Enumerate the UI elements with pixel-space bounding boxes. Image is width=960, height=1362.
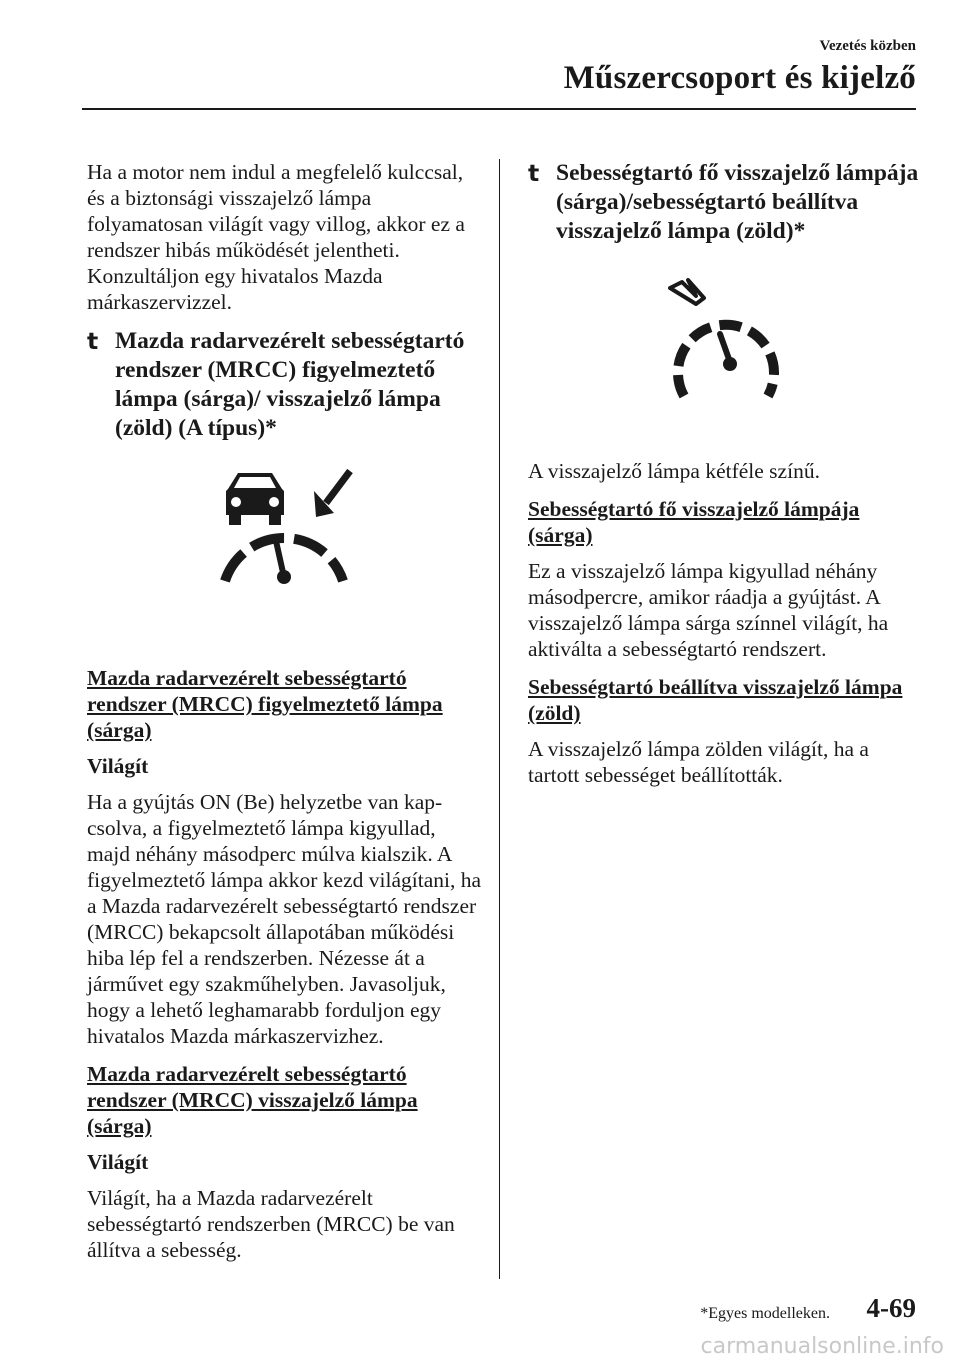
cruise-heading-text: Sebességtartó fő visszajelző lámpája (sárga)/sebességtartó beállítva visszajelző lámpa (zöld)* — [556, 160, 919, 244]
section-title: Vezetés közben — [819, 38, 916, 54]
cruise-indicator-icon — [666, 278, 786, 408]
mrcc-icon-box — [87, 455, 482, 665]
footnote: *Egyes modelleken. — [700, 1305, 830, 1322]
intro-paragraph: Ha a motor nem indul a megfelelő kulccsal, és a biztonsági visszajelző lámpa folyamatosan világít vagy villog, akkor ez a rendszer hibás működését jelentheti. Konzultáljon egy hivatalos Mazda márkaszervizzel. — [87, 160, 465, 314]
cruise-set-subheading: Sebességtartó beállítva visszajelző lámpa (zöld) — [528, 675, 903, 725]
header-divider — [82, 108, 916, 110]
cruise-set-text: A visszajelző lámpa zölden világít, ha a tartott sebességet beállították. — [528, 737, 869, 787]
cruise-main-subheading: Sebességtartó fő visszajelző lámpája (sárga) — [528, 497, 860, 547]
mrcc-warning-icon — [210, 469, 360, 589]
mrcc-warning-subheading: Mazda radarvezérelt sebességtartó rendszer (MRCC) figyelmeztető lámpa (sárga) — [87, 666, 443, 742]
page-title: Műszercsoport és kijelző — [563, 60, 916, 96]
mrcc-warning-text: Ha a gyújtás ON (Be) helyzetbe van kap-csolva, a figyelmeztető lámpa kigyullad, majd néhány másodperc múlva kialszik. A figyelmeztető lámpa akkor kezd világítani, ha a Mazda radarvezérelt sebességtartó rendszer (MRCC) bekapcsolt állapotában működési hiba lép fel a rendszerben. Nézesse át a járművet egy szakműhelyben. Javasoljuk, hogy a lehető leghamarabb forduljon egy hivatalos Mazda márkaszervizhez. — [87, 790, 482, 1048]
cruise-main-text: Ez a visszajelző lámpa kigyullad néhány másodpercre, amikor ráadja a gyújtást. A visszajelző lámpa sárga színnel világít, ha aktiválta a sebességtartó rendszert. — [528, 559, 889, 661]
heading-bullet: t — [528, 159, 540, 187]
mrcc-heading — [87, 327, 482, 443]
column-divider — [499, 159, 500, 1279]
right-column — [528, 159, 923, 800]
cruise-icon-box — [528, 258, 923, 458]
mrcc-warning-state: Világít — [87, 754, 149, 778]
watermark: carmanualsonline.info — [700, 1334, 944, 1359]
cruise-intro: A visszajelző lámpa kétféle színű. — [528, 459, 820, 483]
cruise-heading — [528, 159, 923, 246]
mrcc-indicator-text: Világít, ha a Mazda radarvezérelt sebességtartó rendszerben (MRCC) be van állítva a sebesség. — [87, 1186, 455, 1262]
heading-bullet: t — [87, 327, 99, 355]
mrcc-heading-text: Mazda radarvezérelt sebességtartó rendszer (MRCC) figyelmeztető lámpa (sárga)/ visszajelző lámpa (zöld) (A típus)* — [115, 328, 465, 441]
mrcc-indicator-state: Világít — [87, 1150, 149, 1174]
mrcc-indicator-subheading: Mazda radarvezérelt sebességtartó rendszer (MRCC) visszajelző lámpa (sárga) — [87, 1062, 418, 1138]
page-number: 4-69 — [866, 1293, 916, 1323]
left-column — [87, 159, 482, 1275]
